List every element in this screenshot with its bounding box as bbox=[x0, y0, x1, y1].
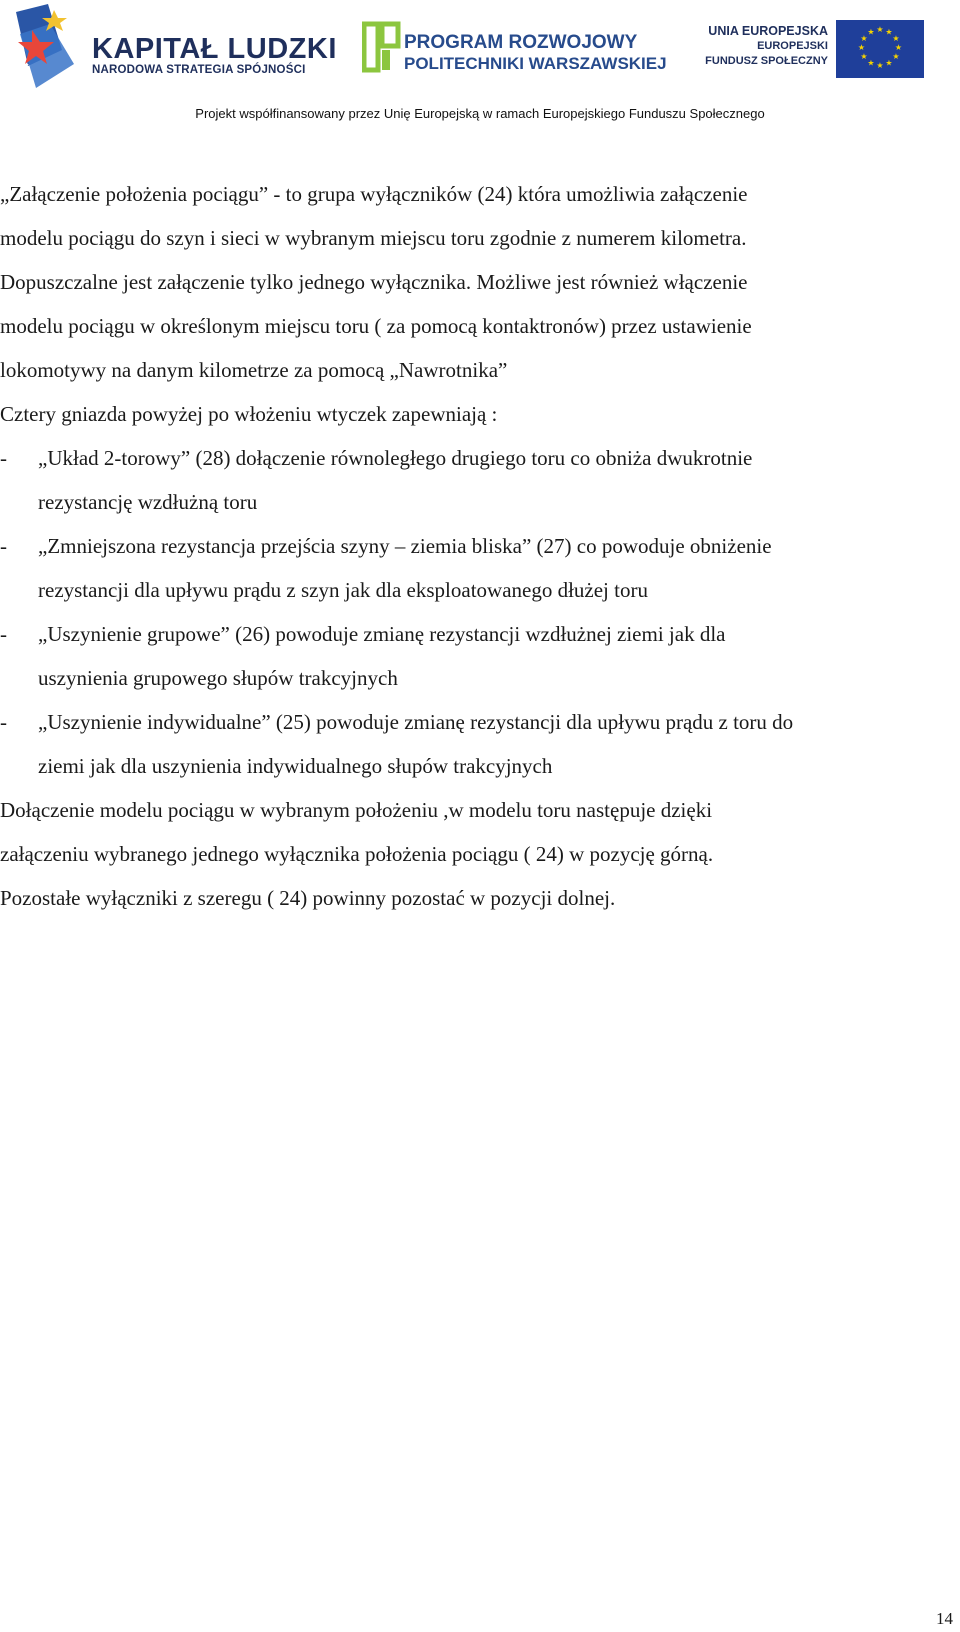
svg-text:★: ★ bbox=[892, 52, 900, 61]
svg-text:★: ★ bbox=[885, 58, 893, 68]
page-header bbox=[0, 0, 960, 130]
eu-line1: UNIA EUROPEJSKA bbox=[708, 24, 828, 38]
list-item bbox=[0, 700, 960, 788]
pw-emblem-icon bbox=[362, 20, 402, 74]
svg-text:★: ★ bbox=[857, 43, 866, 52]
eu-line3: FUNDUSZ SPOŁECZNY bbox=[705, 55, 828, 67]
bullet-text-continued: rezystancję wzdłużną toru bbox=[38, 490, 258, 514]
svg-text:★: ★ bbox=[860, 34, 868, 43]
paragraph-line: modelu pociągu w określonym miejscu toru ( za pomocą kontaktronów) przez ustawienie bbox=[0, 314, 752, 338]
bullet-text-continued: ziemi jak dla uszynienia indywidualnego słupów trakcyjnych bbox=[38, 754, 553, 778]
bullet-text: „Uszynienie grupowe” (26) powoduje zmianę rezystancji wzdłużnej ziemi jak dla bbox=[38, 622, 726, 646]
page-number: 14 bbox=[936, 1609, 953, 1628]
program-rozwojowy-line2: POLITECHNIKI WARSZAWSKIEJ bbox=[404, 54, 667, 73]
kapital-ludzki-subtitle: NARODOWA STRATEGIA SPÓJNOŚCI bbox=[92, 64, 306, 76]
paragraph-line: Dołączenie modelu pociągu w wybranym położeniu ,w modelu toru następuje dzięki bbox=[0, 798, 713, 822]
list-item bbox=[0, 524, 960, 612]
svg-text:★: ★ bbox=[894, 43, 903, 52]
paragraph-line: lokomotywy na danym kilometrze za pomocą „Nawrotnika” bbox=[0, 358, 508, 382]
kapital-ludzki-title: KAPITAŁ LUDZKI bbox=[92, 33, 337, 65]
svg-text:★: ★ bbox=[867, 27, 875, 37]
bullet-text: „Układ 2-torowy” (28) dołączenie równoległego drugiego toru co obniża dwukrotnie bbox=[38, 446, 753, 470]
program-rozwojowy-line1: PROGRAM ROZWOJOWY bbox=[404, 32, 638, 53]
eu-flag-icon bbox=[836, 20, 924, 78]
list-item bbox=[0, 612, 960, 700]
svg-text:★: ★ bbox=[860, 52, 868, 61]
paragraph-line: Dopuszczalne jest załączenie tylko jednego wyłącznika. Możliwe jest również włączenie bbox=[0, 270, 748, 294]
bullet-dash: - bbox=[0, 622, 7, 646]
svg-text:★: ★ bbox=[876, 61, 884, 70]
bullet-text: „Zmniejszona rezystancja przejścia szyny – ziemia bliska” (27) co powoduje obniżenie bbox=[38, 534, 772, 558]
bullet-list bbox=[0, 436, 960, 788]
paragraph-line: modelu pociągu do szyn i sieci w wybranym miejscu toru zgodnie z numerem kilometra. bbox=[0, 226, 747, 250]
eu-social-fund-logo bbox=[700, 20, 940, 80]
svg-text:★: ★ bbox=[885, 27, 893, 37]
svg-text:★: ★ bbox=[876, 25, 884, 34]
paragraph-line: Cztery gniazda powyżej po włożeniu wtyczek zapewniają : bbox=[0, 402, 498, 426]
list-item bbox=[0, 436, 960, 524]
kapital-ludzki-logo bbox=[10, 4, 337, 94]
bullet-text-continued: uszynienia grupowego słupów trakcyjnych bbox=[38, 666, 398, 690]
cofinancing-note: Projekt współfinansowany przez Unię Europejską w ramach Europejskiego Funduszu Społecznego bbox=[195, 106, 765, 121]
bullet-text-continued: rezystancji dla upływu prądu z szyn jak dla eksploatowanego dłużej toru bbox=[38, 578, 648, 602]
paragraph-line: „Załączenie położenia pociągu” - to grupa wyłączników (24) która umożliwia załączenie bbox=[0, 182, 748, 206]
program-rozwojowy-logo bbox=[362, 20, 667, 80]
bullet-dash: - bbox=[0, 710, 7, 734]
bullet-dash: - bbox=[0, 446, 7, 470]
bullet-text: „Uszynienie indywidualne” (25) powoduje zmianę rezystancji dla upływu prądu z toru do bbox=[38, 710, 794, 734]
bullet-dash: - bbox=[0, 534, 7, 558]
paragraph-line: załączeniu wybranego jednego wyłącznika położenia pociągu ( 24) w pozycję górną. bbox=[0, 842, 714, 866]
paragraph-line: Pozostałe wyłączniki z szeregu ( 24) powinny pozostać w pozycji dolnej. bbox=[0, 886, 616, 910]
kapital-ludzki-emblem-icon bbox=[10, 4, 82, 90]
document-body bbox=[0, 172, 960, 920]
eu-line2: EUROPEJSKI bbox=[757, 40, 828, 52]
svg-text:★: ★ bbox=[867, 58, 875, 68]
svg-text:★: ★ bbox=[892, 34, 900, 43]
